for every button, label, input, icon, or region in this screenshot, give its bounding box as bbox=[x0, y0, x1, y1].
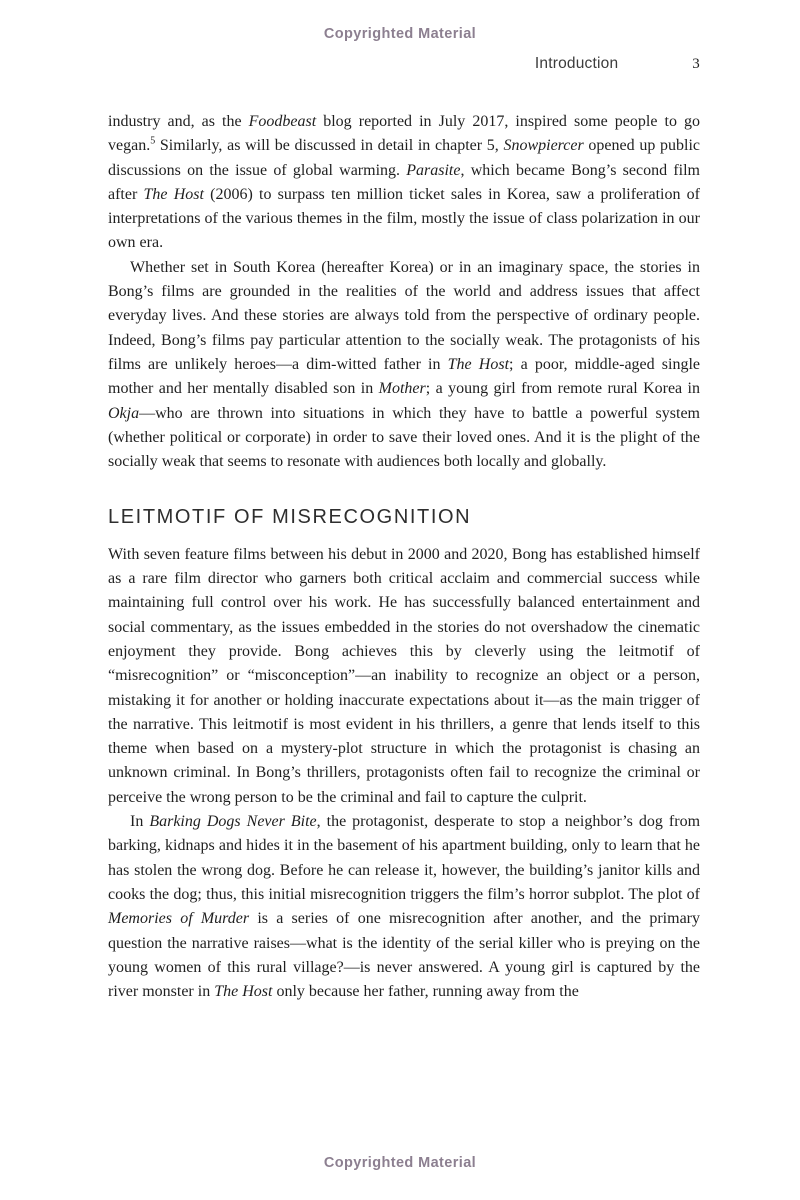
footnote-ref: 5 bbox=[150, 135, 156, 147]
italic-film-title: Parasite bbox=[406, 161, 461, 179]
text-run: , which became Bong’s second film after bbox=[108, 161, 701, 203]
text-run: —who are thrown into situations in which they have to battle a powerful system (whether political or corporate) in order to save their loved ones. And it is the plight of the socially weak that seems to resonate with audiences both locally and globally. bbox=[108, 404, 700, 471]
running-head-title: Introduction bbox=[534, 55, 619, 72]
italic-film-title: Okja bbox=[108, 404, 140, 422]
text-run: (2006) to surpass ten million ticket sales in Korea, saw a proliferation of interpretations of the various themes in the film, mostly the issue of class polarization in our own era. bbox=[108, 185, 701, 252]
italic-film-title: Snowpiercer bbox=[503, 137, 584, 155]
italic-film-title: Foodbeast bbox=[248, 113, 317, 130]
text-run: With seven feature films between his debut in 2000 and 2020, Bong has established himself as a rare film director who garners both critical acclaim and commercial success while maintaining full control over his work. He has successfully balanced entertainment and social commentary, as the issues embedded in the stories do not overshadow the cinematic enjoyment they provide. Bong achieves this by cleverly using the leitmotif of “misrecognition” or “misconception”—an inability to recognize an object or a person, mistaking it for another or holding inaccurate expectations about it—as the main trigger of the narrative. This leitmotif is most evident in his thrillers, a genre that lends itself to this theme when based on a mystery-plot structure in which the protagonist is chasing an unknown criminal. In Bong’s thrillers, protagonists often fail to recognize the criminal or perceive the wrong person to be the criminal and fail to capture the culprit. bbox=[108, 545, 700, 806]
section-heading: LEITMOTIF OF MISRECOGNITION bbox=[108, 506, 472, 529]
page-number: 3 bbox=[692, 56, 700, 72]
text-run: , the protagonist, desperate to stop a neighbor’s dog from barking, kidnaps and hides it in the basement of his apartment building, only to learn that he has stolen the wrong dog. Before he can release it, however, the building’s janitor kills and cooks the dog; thus, this initial misrecognition triggers the film’s horror subplot. The plot of bbox=[108, 813, 701, 903]
copyright-watermark-top: Copyrighted Material bbox=[323, 26, 477, 42]
running-head bbox=[108, 55, 700, 73]
italic-film-title: The Host bbox=[214, 983, 273, 1001]
italic-film-title: The Host bbox=[143, 185, 204, 203]
text-run: In bbox=[130, 813, 150, 831]
text-run: is a series of one misrecognition after another, and the primary question the narrative raises—what is the identity of the serial killer who is preying on the young women of this rural village?—is never answered. A young girl is captured by the river monster in bbox=[108, 910, 700, 1001]
italic-film-title: Memories of Murder bbox=[108, 910, 250, 928]
italic-film-title: The Host bbox=[447, 355, 510, 373]
text-run: industry and, as the bbox=[108, 113, 249, 130]
italic-film-title: Mother bbox=[378, 380, 426, 398]
text-run: Similarly, as will be discussed in detail in chapter 5, bbox=[155, 137, 504, 155]
copyright-watermark-bottom: Copyrighted Material bbox=[323, 1155, 477, 1171]
paragraph bbox=[108, 110, 700, 256]
paragraph bbox=[108, 543, 700, 810]
text-run: only because her father, running away from the bbox=[272, 983, 579, 1001]
text-run: Whether set in South Korea (hereafter Korea) or in an imaginary space, the stories in Bong’s films are grounded in the realities of the world and address issues that affect everyday lives. And these stories are always told from the perspective of ordinary people. Indeed, Bong’s films pay particular attention to the socially weak. The protagonists of his films are unlikely heroes—a dim-witted father in bbox=[108, 258, 700, 373]
text-run: ; a young girl from remote rural Korea in bbox=[425, 380, 701, 398]
italic-film-title: Barking Dogs Never Bite bbox=[149, 813, 317, 831]
text-run: blog reported in July 2017, inspired some people to go vegan. bbox=[108, 113, 701, 155]
body-text bbox=[108, 110, 700, 1004]
paragraph bbox=[108, 256, 700, 475]
text-run: opened up public discussions on the issue of global warming. bbox=[108, 137, 700, 179]
text-run: ; a poor, middle-aged single mother and her mentally disabled son in bbox=[108, 355, 701, 398]
paragraph bbox=[108, 810, 700, 1004]
